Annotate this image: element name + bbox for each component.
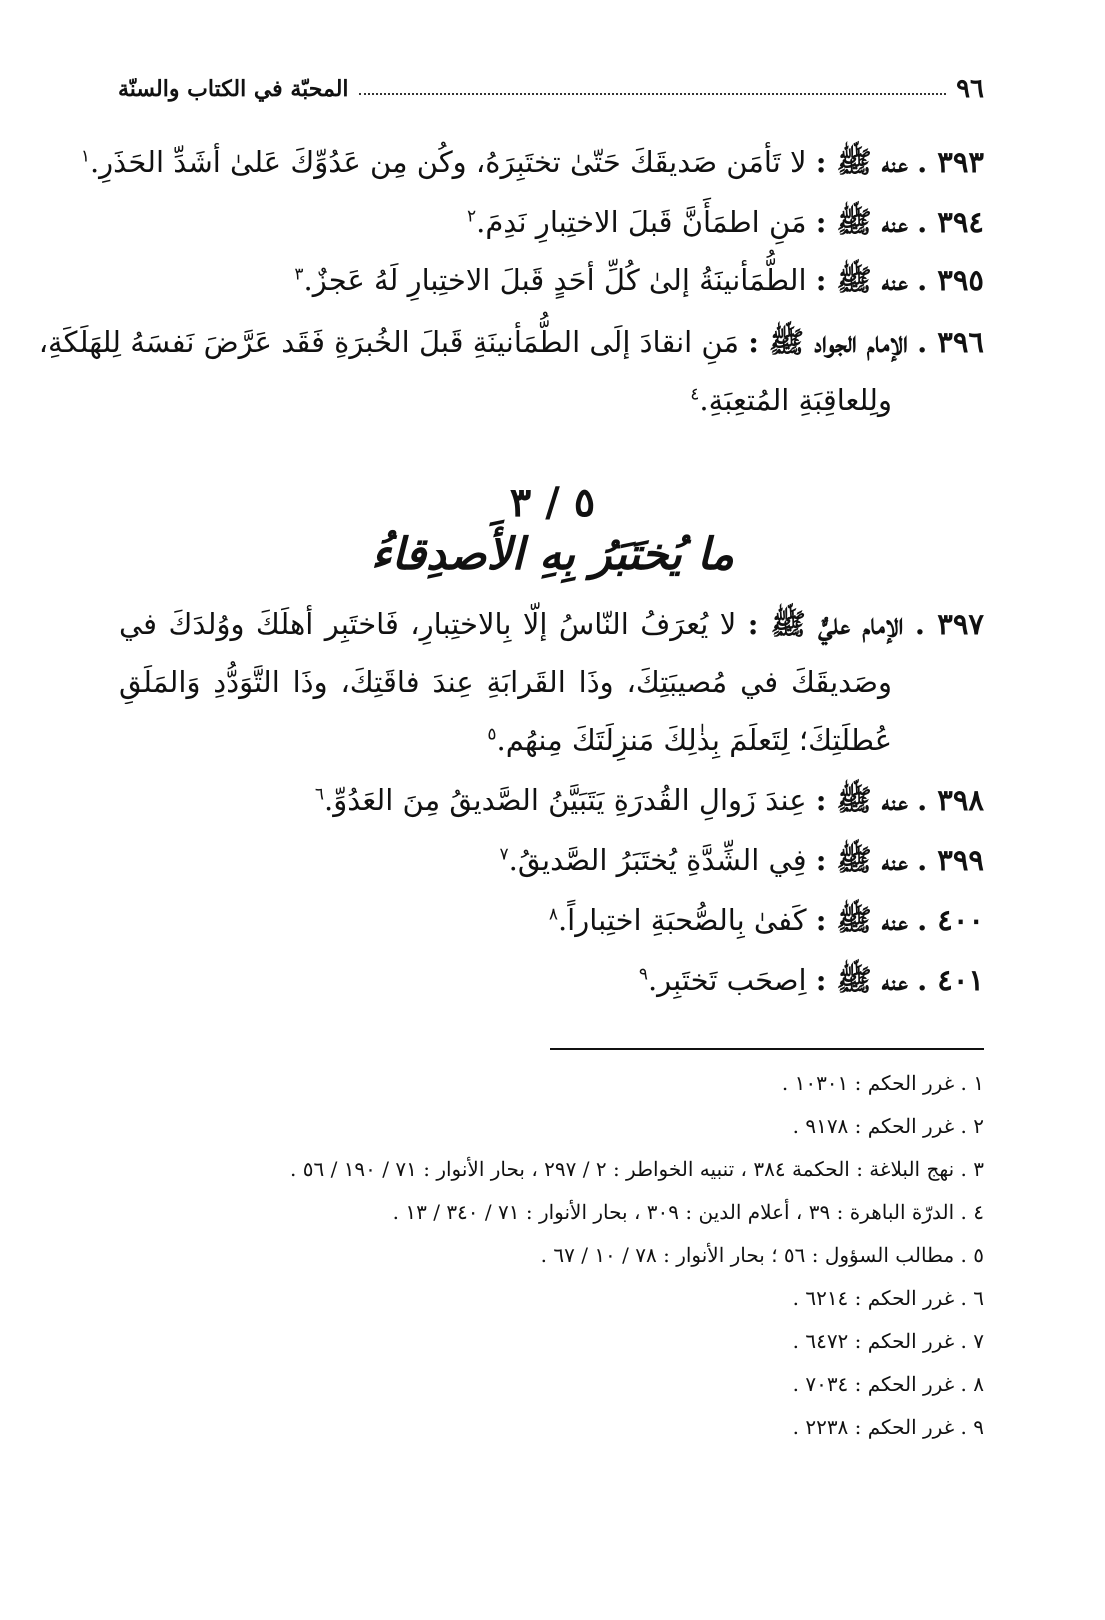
footnote-ref: ٥ [487,724,497,745]
entry-400 [119,898,984,942]
entry-number: ٤٠١ . [917,963,984,997]
entry-number: ٣٩٣ . [917,145,984,179]
entry-398 [119,778,984,822]
entry-speaker: عنه ﷺ : [815,263,908,297]
footnote-ref: ٤ [690,384,700,405]
entry-text: الطُّمَأنينَةُ إلىٰ كُلِّ أحَدٍ قَبلَ الاختِبارِ لَهُ عَجزٌ. [303,263,807,297]
footnote-8: ٨ . غرر الحكم : ٧٠٣٤ . [792,1372,984,1396]
footnote-9: ٩ . غرر الحكم : ٢٢٣٨ . [792,1415,984,1439]
footnote-ref: ١ [80,146,90,167]
book-title: المحبّة في الكتاب والسنّة [118,76,349,102]
entry-text: عُطلَتِكَ؛ لِتَعلَمَ بِذٰلِكَ مَنزِلَتَكَ مِنهُم. [496,723,892,757]
entry-speaker: عنه ﷺ : [815,903,908,937]
dotted-leader [359,93,947,95]
footnote-1: ١ . غرر الحكم : ١٠٣٠١ . [781,1071,984,1095]
entry-number: ٣٩٩ . [917,843,984,877]
footnote-2: ٢ . غرر الحكم : ٩١٧٨ . [792,1114,984,1138]
entry-394 [119,200,984,244]
entry-text: مَنِ انقادَ إلَى الطُّمَأنينَةِ قَبلَ الخُبرَةِ فَقَد عَرَّضَ نَفسَهُ لِلهَلَكَةِ، [38,325,740,359]
entry-number: ٣٩٤ . [917,205,984,239]
footnote-3: ٣ . نهج البلاغة : الحكمة ٣٨٤ ، تنبيه الخواطر : ٢ / ٢٩٧ ، بحار الأنوار : ٧١ / ١٩٠ / ٥٦ . [290,1157,984,1181]
footnote-ref: ٨ [548,904,558,925]
footnote-ref: ٦ [314,784,324,805]
entry-number: ٣٩٦ . [917,325,984,359]
entry-396 [38,320,984,364]
entry-397 [119,602,984,646]
entry-speaker: عنه ﷺ : [815,843,908,877]
entry-396-continuation [119,378,892,422]
entry-speaker: عنه ﷺ : [815,963,908,997]
page-number: ٩٦ [956,74,984,104]
entry-text: كَفىٰ بِالصُّحبَةِ اختِباراً. [557,903,807,937]
footnote-ref: ٧ [499,844,509,865]
footnote-5: ٥ . مطالب السؤول : ٥٦ ؛ بحار الأنوار : ٧٨ / ١٠ / ٦٧ . [540,1243,984,1267]
entry-395 [119,258,984,302]
entry-text: فِي الشِّدَّةِ يُختَبَرُ الصَّديقُ. [508,843,807,877]
entry-401 [119,958,984,1002]
entry-speaker: الإمام الجواد ﷺ : [748,325,908,359]
footnote-7: ٧ . غرر الحكم : ٦٤٧٢ . [792,1329,984,1353]
entry-399 [119,838,984,882]
footnote-divider [550,1048,984,1050]
entry-text: وصَديقَكَ في مُصيبَتِكَ، وذَا القَرابَةِ عِندَ فاقَتِكَ، وذَا التَّوَدُّدِ وَالمَلَقِ [119,665,892,699]
entry-393 [80,140,984,184]
entry-number: ٣٩٨ . [917,783,984,817]
footnote-ref: ٩ [638,964,648,985]
footnote-ref: ٣ [294,264,304,285]
entry-number: ٤٠٠ . [917,903,984,937]
entry-number: ٣٩٧ . [914,607,984,641]
section-title: ما يُختَبَرُ بِهِ الأَصدِقاءُ [370,529,735,580]
entry-text: مَنِ اطمَأَنَّ قَبلَ الاختِبارِ نَدِمَ. [476,205,807,239]
entry-text: لا يُعرَفُ النّاسُ إلّا بِالاختِبارِ، فَاختَبِر أهلَكَ ووُلدَكَ في [119,607,737,641]
footnote-4: ٤ . الدرّة الباهرة : ٣٩ ، أعلام الدين : ٣٠٩ ، بحار الأنوار : ٧١ / ٣٤٠ / ١٣ . [392,1200,984,1224]
entry-speaker: عنه ﷺ : [815,205,908,239]
entry-number: ٣٩٥ . [917,263,984,297]
entry-speaker: عنه ﷺ : [815,783,908,817]
entry-speaker: الإمام عليٌّ ﷺ : [747,607,904,641]
running-header [118,72,984,106]
entry-397-line-2 [119,660,892,704]
entry-text: ولِلعاقِبَةِ المُتعِبَةِ. [699,383,892,417]
footnote-6: ٦ . غرر الحكم : ٦٢١٤ . [792,1286,984,1310]
entry-397-line-3 [119,718,892,762]
entry-text: لا تَأمَن صَديقَكَ حَتّىٰ تختَبِرَهُ، وكُن مِن عَدُوِّكَ عَلىٰ أشَدِّ الحَذَرِ. [89,145,807,179]
entry-text: عِندَ زَوالِ القُدرَةِ يَتَبَيَّنُ الصَّديقُ مِنَ العَدُوِّ. [323,783,807,817]
footnote-ref: ٢ [466,206,477,227]
section-number: ٥ / ٣ [509,479,596,526]
entry-speaker: عنه ﷺ : [815,145,908,179]
entry-text: اِصحَب تَختَبِر. [647,963,807,997]
